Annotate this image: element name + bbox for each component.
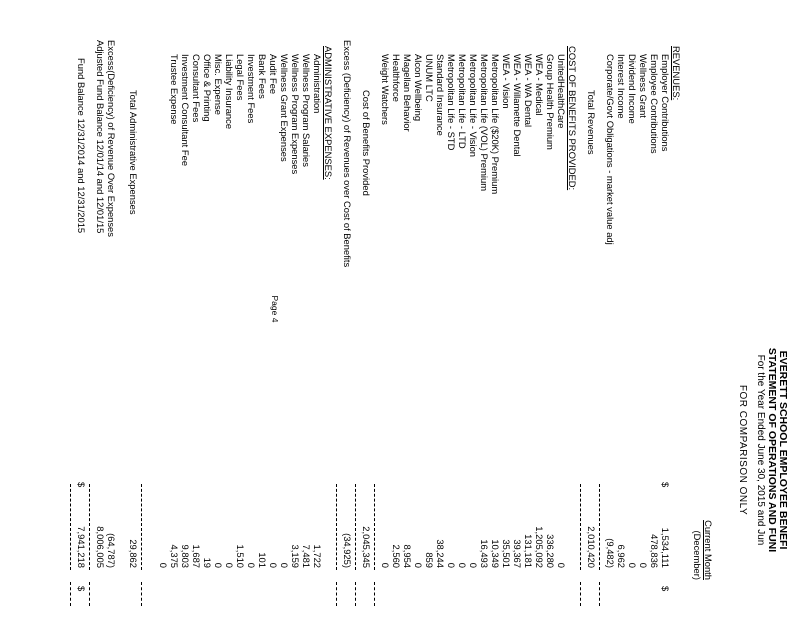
line-item: 0 bbox=[158, 562, 169, 568]
subtotal-rule bbox=[599, 582, 600, 606]
currency-symbol: $ bbox=[660, 482, 671, 488]
line-item: Administration 1,722 bbox=[312, 54, 323, 568]
report-period: For the Year Ended June 30, 2015 and Jun bbox=[755, 354, 766, 546]
subtotal-rule bbox=[374, 582, 375, 606]
comparison-note: FOR COMPARISON ONLY bbox=[737, 384, 748, 516]
line-item: UNUM LTC 859 bbox=[424, 54, 435, 568]
line-item: Consultant Fees 1,687 bbox=[191, 54, 202, 568]
line-item: Investment Consultant Fee 9,803 bbox=[180, 54, 191, 568]
subtotal-rule bbox=[89, 582, 90, 606]
page-number: Page 4 bbox=[270, 295, 280, 323]
line-item: Group Health Premium 336,280 bbox=[545, 54, 556, 568]
subtotal-rule bbox=[355, 484, 356, 570]
section-heading-benefits: COST OF BENEFITS PROVIDED: bbox=[567, 46, 578, 191]
total-row: Total Revenues 2,010,420 bbox=[586, 90, 597, 568]
currency-symbol: $ bbox=[660, 586, 671, 592]
line-item: Metropolitan Life - STD 0 bbox=[446, 54, 457, 568]
subtotal-rule bbox=[141, 484, 142, 570]
line-item: Misc. Expense 0 bbox=[213, 54, 224, 568]
statement-body bbox=[68, 0, 682, 618]
subtotal-rule bbox=[141, 582, 142, 606]
line-item: Office & Printing 19 bbox=[202, 54, 213, 568]
line-item: Weight Watchers 0 bbox=[380, 54, 391, 568]
line-item: Interest Income 6,962 bbox=[616, 54, 627, 568]
line-item: WEA - WA Dental 131,181 bbox=[523, 54, 534, 568]
line-item: Investment Fees 0 bbox=[246, 54, 257, 568]
line-item: Metropolitan Life - LTD 0 bbox=[457, 54, 468, 568]
line-item: Employee Contributions 478,836 bbox=[649, 54, 660, 568]
line-item: WEA - Willamette Dental 39,367 bbox=[512, 54, 523, 568]
double-rule bbox=[70, 484, 71, 570]
line-item: Magellan Behavior 8,954 bbox=[402, 54, 413, 568]
line-item: Bank Fees 101 bbox=[257, 54, 268, 568]
column-header-december: (December) bbox=[692, 530, 703, 580]
line-item: Healthforce 2,560 bbox=[391, 54, 402, 568]
subtotal-rule bbox=[580, 484, 581, 570]
section-heading-revenues: REVENUES: bbox=[671, 46, 682, 101]
total-row: Cost of Benefits Provided 2,045,345 bbox=[361, 90, 372, 568]
line-item: Alcon Wellbeing 0 bbox=[413, 54, 424, 568]
line-item: Metropolitan Life (VOL) Premium 16,493 bbox=[479, 54, 490, 568]
subtotal-rule bbox=[89, 484, 90, 570]
fund-balance-row: Fund Balance 12/31/2014 and 12/31/2015 $ 7,941,218 $ bbox=[76, 58, 87, 592]
subtotal-rule bbox=[374, 484, 375, 570]
line-item: UnitedHealthCare 0 bbox=[556, 54, 567, 568]
line-item: Wellness Program Expenses 3,159 bbox=[290, 54, 301, 568]
excess-row: Excess(Deficiency) of Revenue Over Expenses (64,787) bbox=[106, 40, 117, 568]
line-item: Metropolitan Life - Vision 0 bbox=[468, 54, 479, 568]
double-rule bbox=[70, 582, 71, 606]
line-item: Audit Fee 0 bbox=[268, 54, 279, 568]
line-item: Liability Insurance 0 bbox=[224, 54, 235, 568]
line-item: Standard Insurance 38,244 bbox=[435, 54, 446, 568]
line-item: Metropolitan Life ($20K) Premium 10,349 bbox=[490, 54, 501, 568]
total-row: Total Administrative Expenses 29,862 bbox=[128, 90, 139, 568]
line-item: WEA - Medical 1,205,092 bbox=[534, 54, 545, 568]
subtotal-rule bbox=[336, 484, 337, 570]
currency-symbol: $ bbox=[76, 586, 87, 592]
subtotal-rule bbox=[336, 582, 337, 606]
report-subtitle: STATEMENT OF OPERATIONS AND FUNI bbox=[766, 347, 778, 553]
currency-symbol: $ bbox=[76, 482, 87, 488]
line-item: WEA - Vision 35,501 bbox=[501, 54, 512, 568]
line-item: Employer Contributions $ 1,534,111 $ bbox=[660, 54, 671, 592]
subtotal-rule bbox=[580, 582, 581, 606]
section-heading-admin: ADMINISTRATIVE EXPENSES: bbox=[323, 46, 334, 180]
line-item: Dividend Income 0 bbox=[627, 54, 638, 568]
line-item: Trustee Expense 4,375 bbox=[169, 54, 180, 568]
adjusted-balance-row: Adjusted Fund Balance 12/01/14 and 12/01/15 8,006,005 bbox=[95, 40, 106, 568]
report-title: EVERETT SCHOOL EMPLOYEE BENEFI bbox=[777, 350, 789, 550]
line-item: Wellness Program Salaries 7,481 bbox=[301, 54, 312, 568]
subtotal-rule bbox=[355, 582, 356, 606]
line-item: Wellness Grant Expenses 0 bbox=[279, 54, 290, 568]
column-header-current-month: Current Month bbox=[703, 520, 714, 580]
line-item: Wellness Grant 0 bbox=[638, 54, 649, 568]
line-item: Legal Fees 1,510 bbox=[235, 54, 246, 568]
excess-row: Excess (Deficiency) of Revenues over Cost of Benefits (34,925) bbox=[342, 40, 353, 568]
line-item: Corporate/Govt Obligations - market value adj (9,482) bbox=[605, 54, 616, 568]
subtotal-rule bbox=[599, 484, 600, 570]
